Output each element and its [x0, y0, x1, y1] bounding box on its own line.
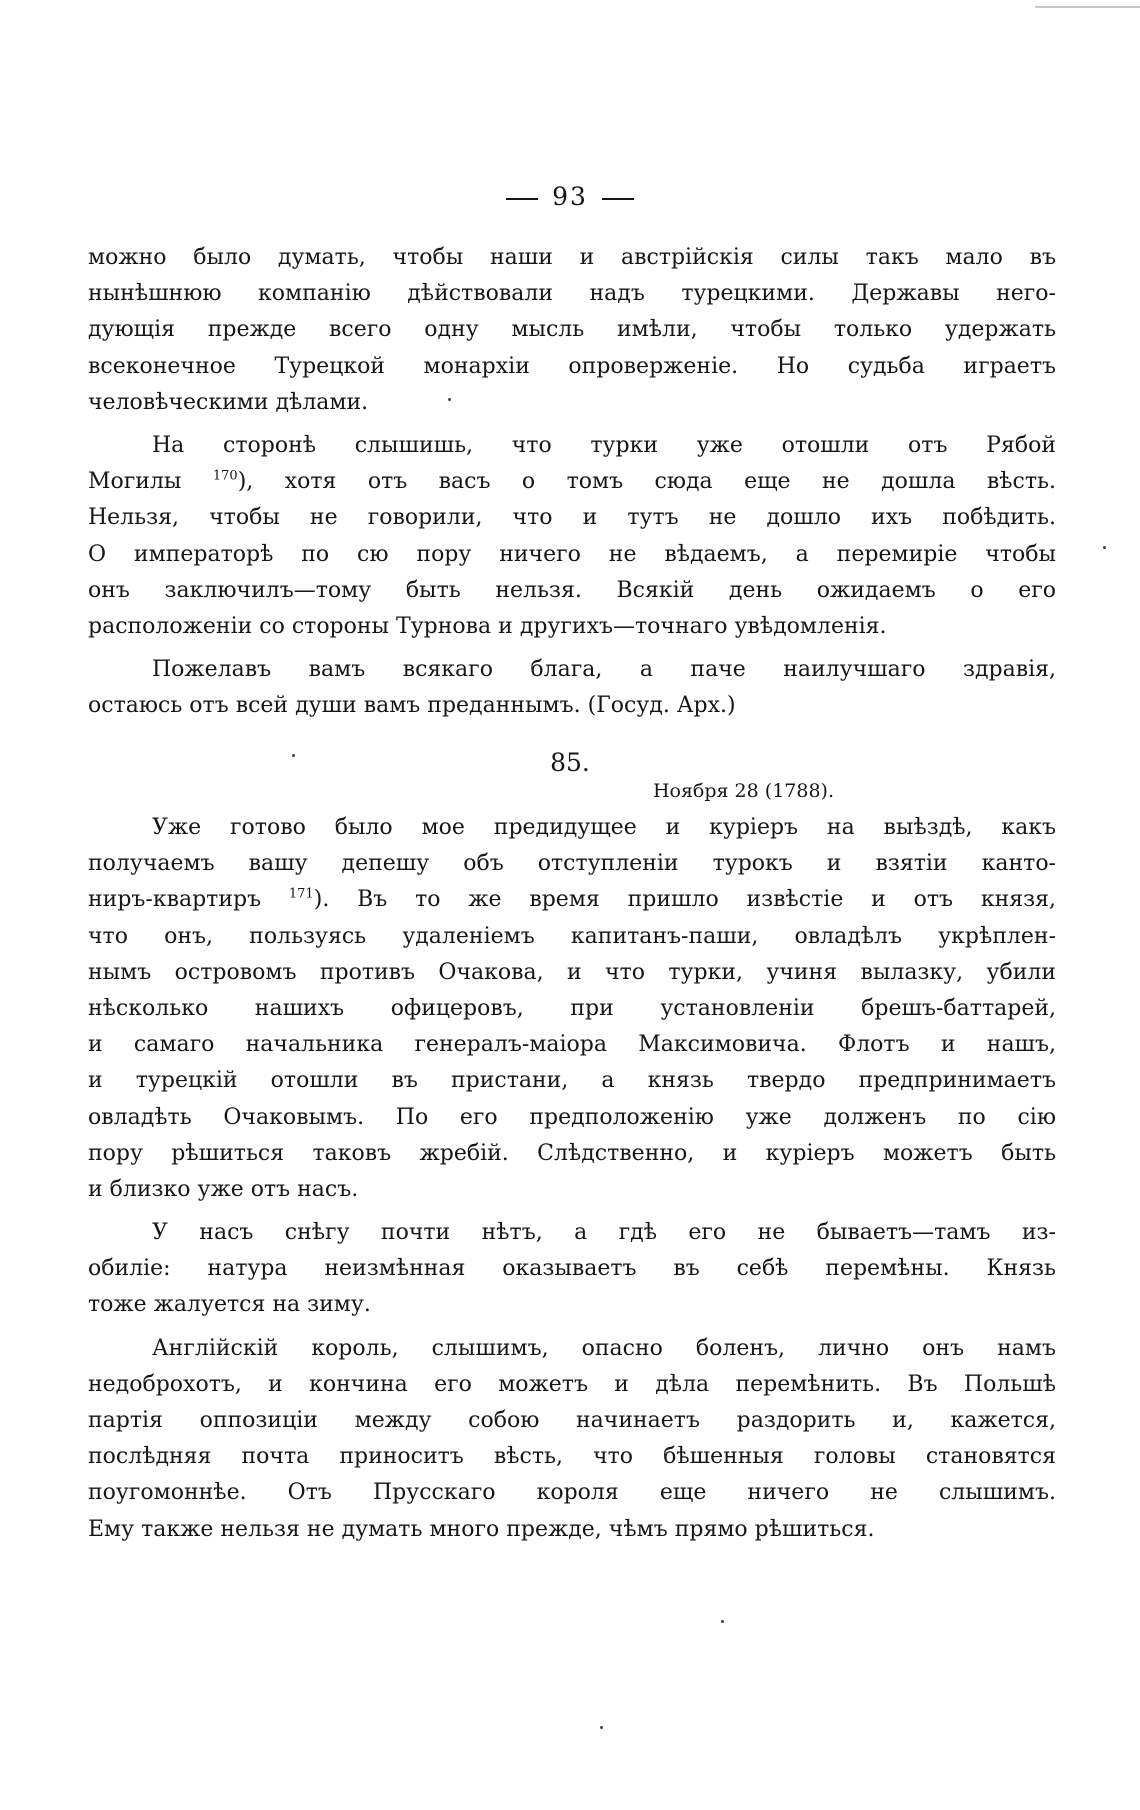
text-line: Пожелавъ вамъ всякаго блага, а паче наилучшаго здравія,	[152, 657, 1056, 683]
text-line: всеконечное Турецкой монархіи опроверженіе. Но судьба играетъ	[88, 353, 1056, 379]
paragraph	[88, 652, 1056, 724]
text-line: нѣсколько нашихъ офицеровъ, при установленіи брешъ-баттарей,	[88, 995, 1056, 1021]
scan-speck	[721, 1620, 724, 1623]
text-line: и близко уже отъ насъ.	[88, 1176, 359, 1202]
text-line: Ему также нельзя не думать много прежде, чѣмъ прямо рѣшиться.	[88, 1516, 875, 1542]
text-line: расположеніи со стороны Турнова и другихъ—точнаго увѣдомленія.	[88, 613, 887, 639]
text-line: и турецкій отошли въ пристани, а князь твердо предпринимаетъ	[88, 1068, 1056, 1094]
text-line: дующія прежде всего одну мысль имѣли, чтобы только удержать	[88, 317, 1056, 343]
text-line: можно было думать, чтобы наши и австрійскія силы такъ мало въ	[88, 245, 1056, 270]
text-line: овладѣть Очаковымъ. По его предположенію уже долженъ по сію	[88, 1104, 1056, 1130]
text-line: обиліе: натура неизмѣнная оказываетъ въ себѣ перемѣны. Князь	[88, 1256, 1056, 1282]
dash-left	[506, 198, 538, 200]
paragraph-gap	[88, 421, 1056, 428]
text-line: тоже жалуется на зиму.	[88, 1292, 371, 1318]
text-line: что онъ, пользуясь удаленіемъ капитанъ-паши, овладѣлъ укрѣплен-	[88, 923, 1056, 949]
paragraph	[88, 240, 1056, 421]
dash-right	[602, 198, 634, 200]
top-text-block	[88, 240, 1056, 724]
text-line: онъ заключилъ—тому быть нельзя. Всякій день ожидаемъ о его	[88, 577, 1056, 603]
paragraph	[88, 1331, 1056, 1548]
bottom-text-block	[88, 810, 1056, 1548]
scan-edge-rule	[1035, 6, 1140, 8]
text-line: На сторонѣ слышишь, что турки уже отошли отъ Рябой	[152, 432, 1056, 458]
text-line: пору рѣшиться таковъ жребій. Слѣдственно, и куріеръ можетъ быть	[88, 1140, 1056, 1166]
text-line: человѣческими дѣлами.	[88, 389, 369, 415]
text-line: Англійскій король, слышимъ, опасно боленъ, лично онъ намъ	[152, 1335, 1056, 1361]
paragraph-gap	[88, 645, 1056, 652]
text-line: и самаго начальника генералъ-маіора Максимовича. Флотъ и нашъ,	[88, 1032, 1056, 1058]
paragraph	[88, 810, 1056, 1208]
letter-date: Ноября 28 (1788).	[652, 780, 834, 802]
paragraph	[88, 428, 1056, 645]
text-line: остаюсь отъ всей души вамъ преданнымъ. (Госуд. Арх.)	[88, 693, 736, 719]
scan-speck	[1103, 546, 1106, 549]
text-line: партія оппозиціи между собою начинаетъ раздорить и, кажется,	[88, 1408, 1056, 1433]
text-line: нынѣшнюю компанію дѣйствовали надъ турецкими. Державы него-	[88, 281, 1056, 307]
text-line: получаемъ вашу депешу объ отступленіи турокъ и взятіи канто-	[88, 851, 1056, 877]
text-line: Могилы $^{170}$), хотя отъ васъ о томъ сюда еще не дошла вѣсть.	[88, 468, 1056, 495]
letter-number: 85.	[550, 748, 590, 777]
paragraph-gap	[88, 1324, 1056, 1331]
text-line: ниръ-квартиръ $^{171}$). Въ то же время пришло извѣстіе и отъ князя,	[88, 887, 1056, 913]
text-line: О императорѣ по сю пору ничего не вѣдаемъ, а перемиріе чтобы	[88, 541, 1056, 567]
paragraph-gap	[88, 1208, 1056, 1215]
text-line: послѣдняя почта приноситъ вѣсть, что бѣшенныя головы становятся	[88, 1444, 1056, 1470]
text-line: недоброхотъ, и кончина его можетъ и дѣла перемѣнить. Въ Польшѣ	[88, 1371, 1056, 1397]
scan-speck	[600, 1726, 603, 1729]
page-header	[0, 182, 1140, 211]
text-line: У насъ снѣгу почти нѣтъ, а гдѣ его не бываетъ—тамъ из-	[152, 1220, 1056, 1246]
paragraph	[88, 1215, 1056, 1324]
text-line: нымъ островомъ противъ Очакова, и что турки, учиня вылазку, убили	[88, 959, 1056, 985]
scan-speck	[292, 754, 295, 757]
scan-speck	[448, 398, 451, 401]
footnote-ref: 170	[212, 468, 238, 484]
text-line: Уже готово было мое предидущее и куріеръ на выѣздѣ, какъ	[152, 815, 1056, 840]
footnote-ref: 171	[288, 887, 314, 903]
page-number: 93	[552, 182, 588, 211]
text-line: поугомоннѣе. Отъ Прусскаго короля еще ничего не слышимъ.	[88, 1480, 1056, 1506]
text-line: Нельзя, чтобы не говорили, что и тутъ не дошло ихъ побѣдить.	[88, 505, 1056, 531]
